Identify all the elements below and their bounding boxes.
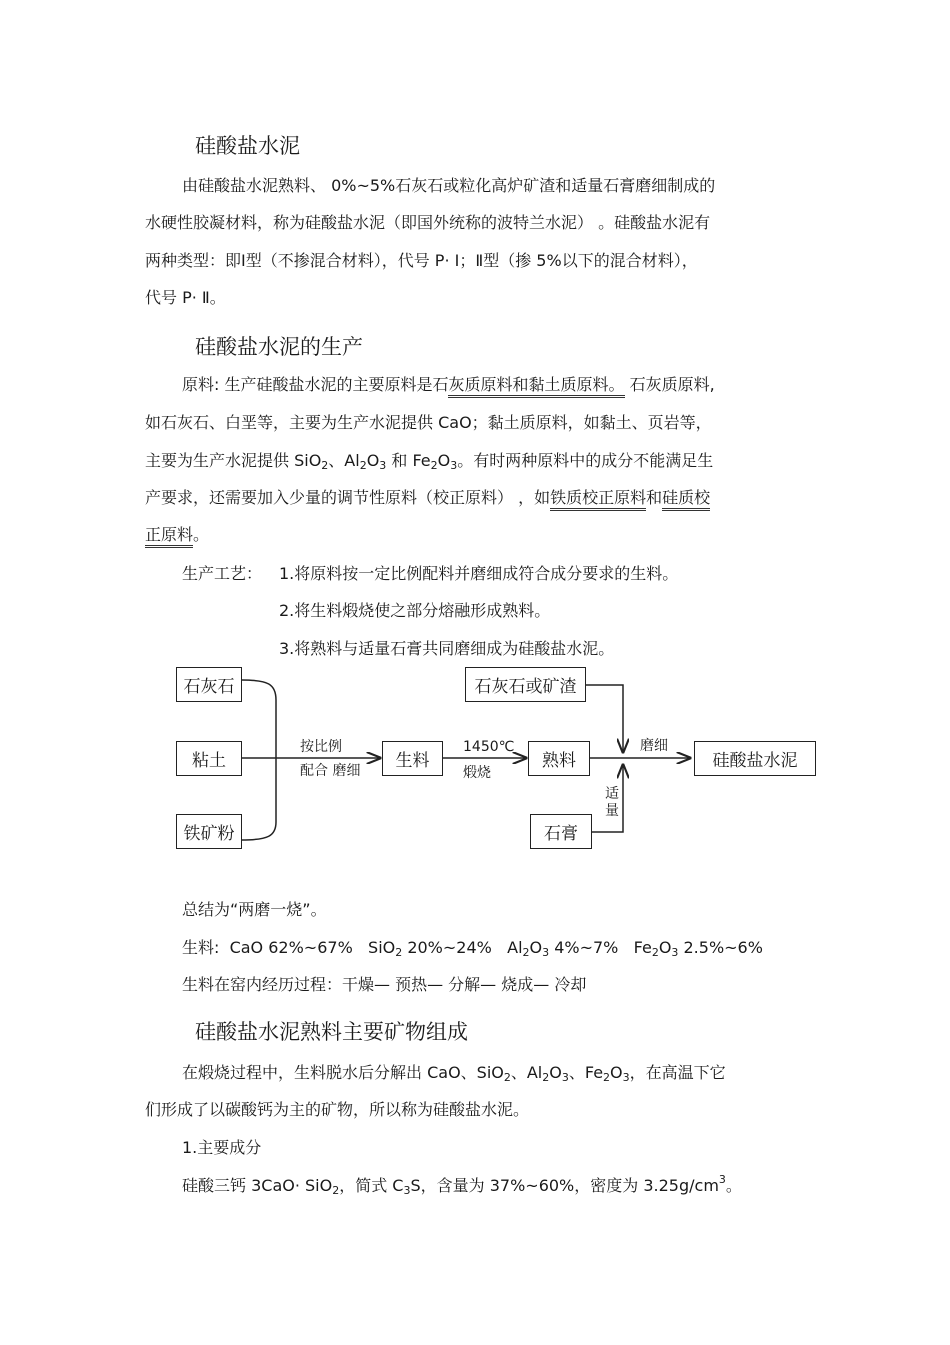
subscript: 2 xyxy=(359,459,367,472)
text-span: Fe xyxy=(633,938,652,957)
subscript: 3 xyxy=(542,946,550,959)
text-span: O xyxy=(529,938,543,957)
text-span: 。有时两种原料中的成分不能满足生 xyxy=(457,451,714,470)
text-span: ，在高温下它 xyxy=(629,1063,726,1082)
text-span: 、Al xyxy=(328,451,360,470)
text-span: SiO xyxy=(368,938,396,957)
minerals-line-1 xyxy=(182,1063,726,1083)
subscript: 2 xyxy=(503,1071,511,1084)
label-appropriate-1: 适 xyxy=(605,786,619,802)
text-span: 4%~7% xyxy=(549,938,619,957)
text-span: CaO 62%~67% xyxy=(229,938,353,957)
process-step-1: 1.将原料按一定比例配料并磨细成符合成分要求的生料。 xyxy=(279,564,679,583)
text-span: O xyxy=(658,938,672,957)
subscript: 2 xyxy=(651,946,659,959)
underlined-term: 硅质校 xyxy=(662,488,710,511)
label-temperature: 1450℃ xyxy=(463,739,515,755)
text-span: Al xyxy=(507,938,523,957)
summary-line: 总结为“两磨一烧”。 xyxy=(182,900,327,919)
paragraph-line: 水硬性胶凝材料，称为硅酸盐水泥（即国外统称的波特兰水泥） 。硅酸盐水泥有 xyxy=(145,213,711,232)
sub-heading-main-components: 1.主要成分 xyxy=(182,1138,262,1157)
text-span: 石灰质原料, xyxy=(624,375,715,394)
label-proportion: 按比例 xyxy=(300,739,342,755)
subscript: 3 xyxy=(450,459,458,472)
subscript: 2 xyxy=(542,1071,550,1084)
text-span: 主要为生产水泥提供 SiO xyxy=(145,451,322,470)
subscript: 3 xyxy=(561,1071,569,1084)
text-span: O xyxy=(549,1063,562,1082)
heading-cement-production: 硅酸盐水泥的生产 xyxy=(195,335,363,359)
text-span: ，简式 C xyxy=(339,1176,404,1195)
text-span: O xyxy=(437,451,451,470)
text-span: O xyxy=(610,1063,623,1082)
subscript: 2 xyxy=(430,459,438,472)
kiln-process: 生料在窑内经历过程：干燥— 预热— 分解— 烧成— 冷却 xyxy=(182,975,587,994)
process-step-3: 3.将熟料与适量石膏共同磨细成为硅酸盐水泥。 xyxy=(279,639,615,658)
text-span: 、Al xyxy=(510,1063,543,1082)
box-clinker: 熟料 xyxy=(528,741,590,776)
subscript: 3 xyxy=(622,1071,630,1084)
label-mix-grind: 配合 磨细 xyxy=(300,763,361,779)
subscript: 2 xyxy=(395,946,403,959)
text-span: 生料: xyxy=(182,938,220,957)
underlined-term: 灰质原料和黏土质原料。 xyxy=(448,375,624,398)
box-clay: 粘土 xyxy=(176,741,242,776)
underlined-term: 铁质校正原料 xyxy=(550,488,646,511)
box-limestone: 石灰石 xyxy=(176,667,242,702)
underlined-term: 正原料 xyxy=(145,525,193,548)
text-span: 、Fe xyxy=(568,1063,604,1082)
text-span: 和 xyxy=(646,488,663,507)
c3s-line xyxy=(182,1173,742,1197)
subscript: 2 xyxy=(332,1184,340,1197)
raw-meal-composition xyxy=(182,938,763,958)
process-step-2: 2.将生料煅烧使之部分熔融形成熟料。 xyxy=(279,601,551,620)
subscript: 2 xyxy=(321,459,329,472)
text-span: S，含量为 37%~60%，密度为 3.25g/cm xyxy=(410,1176,719,1195)
box-gypsum: 石膏 xyxy=(530,814,592,849)
subscript: 3 xyxy=(403,1184,411,1197)
paragraph-line: 由硅酸盐水泥熟料、 0%~5%石灰石或粒化高炉矿渣和适量石膏磨细制成的 xyxy=(182,176,716,195)
brace-line xyxy=(242,680,276,840)
text-span: 和 Fe xyxy=(386,451,431,470)
paragraph-line: 如石灰石、白垩等，主要为生产水泥提供 CaO；黏土质原料，如黏土、页岩等， xyxy=(145,413,712,432)
subscript: 3 xyxy=(671,946,679,959)
subscript: 2 xyxy=(603,1071,611,1084)
process-label: 生产工艺： xyxy=(182,564,263,583)
text-span: 20%~24% xyxy=(402,938,492,957)
heading-portland-cement: 硅酸盐水泥 xyxy=(195,134,300,158)
text-span: 在煅烧过程中，生料脱水后分解出 CaO、SiO xyxy=(182,1063,504,1082)
box-portland-cement: 硅酸盐水泥 xyxy=(694,741,816,776)
arrow-from-limestone-slag xyxy=(586,685,623,752)
paragraph-line: 代号 P· Ⅱ。 xyxy=(145,288,226,307)
text-span: 。 xyxy=(725,1176,742,1195)
text-span: 产要求，还需要加入少量的调节性原料（校正原料） ，如 xyxy=(145,488,551,507)
label-calcine: 煅烧 xyxy=(463,765,491,781)
text-span: 。 xyxy=(193,525,210,544)
subscript: 2 xyxy=(522,946,530,959)
box-raw-meal: 生料 xyxy=(382,741,443,776)
subscript: 3 xyxy=(379,459,387,472)
box-limestone-or-slag: 石灰石或矿渣 xyxy=(465,667,586,702)
box-iron-powder: 铁矿粉 xyxy=(176,814,242,849)
label-appropriate-2: 量 xyxy=(605,803,619,819)
text-span: 2.5%~6% xyxy=(678,938,763,957)
label-grind: 磨细 xyxy=(640,738,668,754)
paragraph-line: 两种类型：即Ⅰ型（不掺混合材料），代号 P· Ⅰ；Ⅱ型（掺 5%以下的混合材料）， xyxy=(145,251,698,270)
heading-clinker-minerals: 硅酸盐水泥熟料主要矿物组成 xyxy=(195,1020,468,1044)
text-span: O xyxy=(366,451,380,470)
superscript: 3 xyxy=(718,1173,726,1186)
text-span: 原料: 生产硅酸盐水泥的主要原料是石 xyxy=(182,375,449,394)
paragraph-line: 们形成了以碳酸钙为主的矿物，所以称为硅酸盐水泥。 xyxy=(145,1100,530,1119)
text-span: 硅酸三钙 3CaO· SiO xyxy=(182,1176,333,1195)
